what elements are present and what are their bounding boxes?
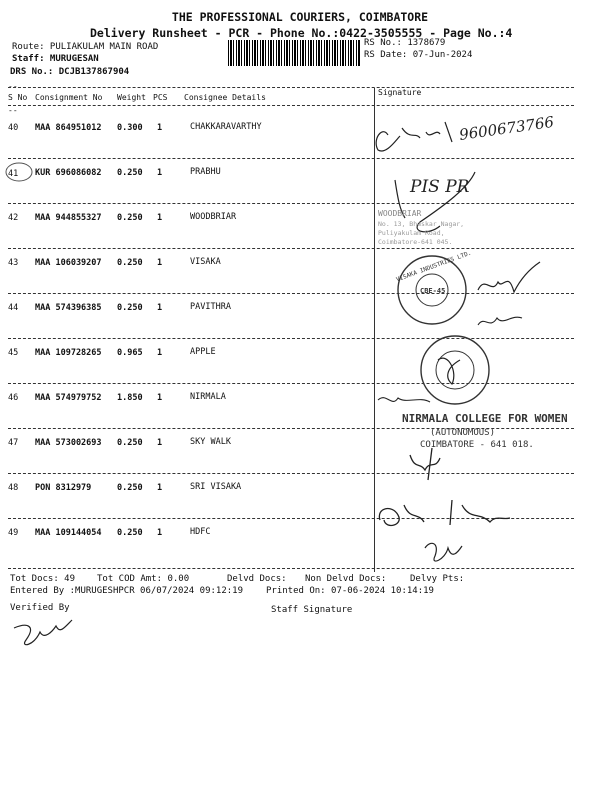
- signature-stroke: [376, 122, 452, 151]
- visaka-stamp-ring: VISAKA INDUSTRIES LTD.: [395, 249, 473, 284]
- row-pcs: 1: [157, 258, 163, 268]
- row-sno: 43: [8, 258, 19, 268]
- row-41-circle: [6, 163, 32, 181]
- row-sno: 44: [8, 303, 19, 313]
- total-docs: Tot Docs: 49: [10, 574, 76, 584]
- col-consignee: Consignee Details: [184, 93, 266, 102]
- signature-stroke: [410, 448, 440, 480]
- row-consignee: CHAKKARAVARTHY: [190, 122, 262, 132]
- row-consignment: KUR 696086082: [35, 168, 102, 178]
- row-sno: 48: [8, 483, 19, 493]
- staff-label: Staff: MURUGESAN: [12, 54, 99, 64]
- entered-by: Entered By :MURUGESHPCR 06/07/2024 09:12:19: [10, 586, 243, 596]
- row-consignee: VISAKA: [190, 257, 221, 267]
- row-consignment: MAA 574979752: [35, 393, 102, 403]
- signature-stroke: [425, 543, 462, 561]
- col-pcs: PCS: [153, 93, 168, 102]
- signature-stroke: [379, 500, 510, 525]
- rs-date: RS Date: 07-Jun-2024: [364, 50, 473, 60]
- row-consignee: HDFC: [190, 527, 211, 537]
- company-title: THE PROFESSIONAL COURIERS, COIMBATORE: [171, 10, 429, 24]
- col-signature: Signature: [378, 88, 422, 97]
- row-consignment: MAA 574396385: [35, 303, 102, 313]
- header-dash-mark: --: [8, 106, 18, 115]
- row-pcs: 1: [157, 483, 163, 493]
- woodbriar-stamp-line2: No. 13, Bhaskar Nagar,: [378, 220, 465, 228]
- printed-on: Printed On: 07-06-2024 10:14:19: [266, 586, 434, 596]
- row-pcs: 1: [157, 528, 163, 538]
- runsheet-title: Delivery Runsheet - PCR - Phone No.:0422-3505555 - Page No.:4: [90, 26, 513, 40]
- row-sno: 47: [8, 438, 19, 448]
- row-weight: 1.850: [117, 393, 143, 403]
- total-cod: Tot COD Amt: 0.00: [97, 574, 190, 584]
- nirmala-stamp-line3: COIMBATORE - 641 018.: [420, 440, 534, 450]
- row-weight: 0.250: [117, 483, 143, 493]
- header-dash-mark: --: [8, 82, 18, 91]
- row-consignee: NIRMALA: [190, 392, 226, 402]
- row-weight: 0.250: [117, 528, 143, 538]
- row-pcs: 1: [157, 168, 163, 178]
- row-consignee: APPLE: [190, 347, 216, 357]
- staff-signature-label: Staff Signature: [271, 605, 353, 615]
- row-sno: 41: [8, 169, 19, 179]
- row-pcs: 1: [157, 393, 163, 403]
- row-consignment: MAA 109144054: [35, 528, 102, 538]
- delivery-points: Delvy Pts:: [410, 574, 465, 584]
- signature-stroke: [438, 358, 460, 384]
- row-weight: 0.250: [117, 438, 143, 448]
- col-sno: S No: [8, 93, 28, 102]
- verified-signature: [14, 620, 72, 645]
- row-consignee: SKY WALK: [190, 437, 231, 447]
- row-40-phone: 9600673766: [458, 112, 556, 144]
- non-delivered-docs: Non Delvd Docs:: [305, 574, 387, 584]
- delivered-docs: Delvd Docs:: [227, 574, 287, 584]
- row-pcs: 1: [157, 213, 163, 223]
- apple-stamp-inner: [436, 351, 474, 389]
- visaka-stamp-center: CBE-45: [420, 287, 446, 295]
- row-sno: 40: [8, 123, 19, 133]
- route-label: Route: PULIAKULAM MAIN ROAD: [12, 42, 159, 52]
- drs-number: DRS No.: DCJB137867904: [10, 67, 130, 77]
- row-consignee: SRI VISAKA: [190, 482, 242, 492]
- row-sno: 49: [8, 528, 19, 538]
- woodbriar-stamp-line3: Puliyakulam Road,: [378, 229, 445, 237]
- row-weight: 0.965: [117, 348, 143, 358]
- row-consignee: PRABHU: [190, 167, 221, 177]
- row-sno: 42: [8, 213, 19, 223]
- row-consignment: MAA 106039207: [35, 258, 102, 268]
- row-pcs: 1: [157, 303, 163, 313]
- row-weight: 0.250: [117, 168, 143, 178]
- row-sno: 46: [8, 393, 19, 403]
- verified-by-label: Verified By: [10, 603, 70, 613]
- row-consignee: WOODBRIAR: [190, 212, 237, 222]
- row-weight: 0.250: [117, 258, 143, 268]
- nirmala-stamp-line1: NIRMALA COLLEGE FOR WOMEN: [402, 412, 568, 425]
- signature-stroke: [478, 262, 540, 292]
- row-weight: 0.250: [117, 303, 143, 313]
- row-consignment: MAA 864951012: [35, 123, 102, 133]
- col-consignment: Consignment No: [35, 93, 103, 102]
- row-pcs: 1: [157, 348, 163, 358]
- rs-number: RS No.: 1378679: [364, 38, 446, 48]
- row-sno: 45: [8, 348, 19, 358]
- signature-stroke: [478, 317, 522, 325]
- woodbriar-stamp-line1: WOODBRIAR: [378, 209, 422, 218]
- row-weight: 0.300: [117, 123, 143, 133]
- row-consignee: PAVITHRA: [190, 302, 231, 312]
- row-weight: 0.250: [117, 213, 143, 223]
- row-pcs: 1: [157, 438, 163, 448]
- row-41-signature-text: PIS PR: [410, 177, 470, 197]
- col-weight: Weight: [117, 93, 146, 102]
- apple-stamp-outer: [421, 336, 489, 404]
- signature-stroke: [378, 398, 430, 402]
- row-pcs: 1: [157, 123, 163, 133]
- nirmala-stamp-line2: (AUTONOMOUS): [430, 428, 496, 438]
- row-consignment: MAA 109728265: [35, 348, 102, 358]
- row-consignment: MAA 944855327: [35, 213, 102, 223]
- woodbriar-stamp-line4: Coimbatore-641 045.: [378, 238, 453, 246]
- row-consignment: PON 8312979: [35, 483, 92, 493]
- row-consignment: MAA 573002693: [35, 438, 102, 448]
